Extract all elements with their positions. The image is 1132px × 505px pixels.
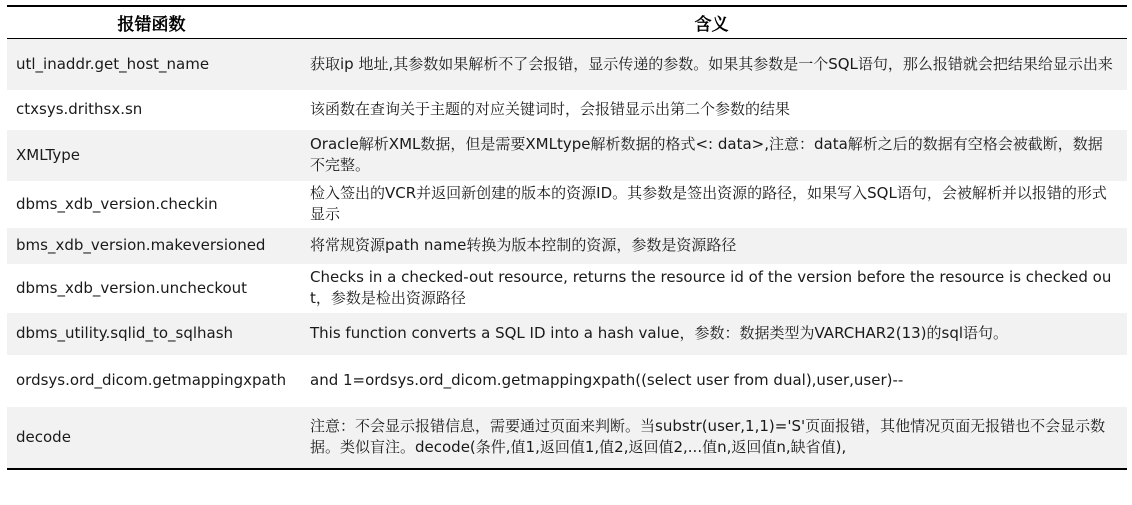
meaning-cell: 该函数在查询关于主题的对应关键词时，会报错显示出第二个参数的结果 [310, 100, 791, 118]
function-name-cell: dbms_xdb_version.uncheckout [16, 278, 248, 297]
meaning-cell: 检入签出的VCR并返回新创建的版本的资源ID。其参数是签出资源的路径，如果写入SQL语句，会被解析并以报错的形式显示 [310, 184, 1107, 223]
function-name-cell: dbms_xdb_version.checkin [16, 194, 218, 213]
function-name-cell: dbms_utility.sqlid_to_sqlhash [16, 324, 234, 342]
meaning-cell: 注意：不会显示报错信息，需要通过页面来判断。当substr(user,1,1)='S'页面报错，其他情况页面无报错也不会显示数据。类似盲注。decode(条件,值1,返回值1,值2,返回值2,...值n,返回值n,缺省值), [310, 417, 1106, 456]
meaning-cell: Checks in a checked-out resource, returns the resource id of the version before the resource is checked out，参数是检出资源路径 [310, 268, 1112, 307]
table-row [7, 264, 1127, 313]
table-row [7, 181, 1127, 228]
table-row [7, 90, 1127, 130]
table-row [7, 228, 1127, 264]
function-name-cell: bms_xdb_version.makeversioned [16, 236, 266, 254]
table-row [7, 39, 1127, 90]
function-name-cell: ctxsys.drithsx.sn [16, 100, 143, 118]
function-name-cell: XMLType [16, 145, 80, 164]
error-function-table-container [7, 5, 1127, 470]
table-row [7, 130, 1127, 181]
table-row [7, 313, 1127, 355]
function-name-cell: decode [16, 427, 71, 446]
table-row [7, 355, 1127, 407]
function-name-cell: ordsys.ord_dicom.getmappingxpath [16, 371, 287, 389]
meaning-cell: Oracle解析XML数据，但是需要XMLtype解析数据的格式<: data>,注意：data解析之后的数据有空格会被截断，数据不完整。 [310, 135, 1103, 174]
meaning-cell: 获取ip 地址,其参数如果解析不了会报错，显示传递的参数。如果其参数是一个SQL语句，那么报错就会把结果给显示出来 [310, 54, 1113, 73]
table-row [7, 407, 1127, 469]
meaning-cell: and 1=ordsys.ord_dicom.getmappingxpath((select user from dual),user,user)-- [310, 371, 904, 389]
meaning-cell: 将常规资源path name转换为版本控制的资源，参数是资源路径 [310, 236, 737, 254]
function-name-cell: utl_inaddr.get_host_name [16, 54, 210, 73]
header-row [7, 6, 1127, 39]
table-header [7, 6, 1127, 39]
table-body [7, 39, 1127, 469]
error-function-table [7, 5, 1127, 470]
meaning-cell: This function converts a SQL ID into a hash value，参数：数据类型为VARCHAR2(13)的sql语句。 [310, 324, 1009, 342]
header-meaning: 含义 [694, 15, 729, 35]
header-function: 报错函数 [117, 15, 186, 35]
